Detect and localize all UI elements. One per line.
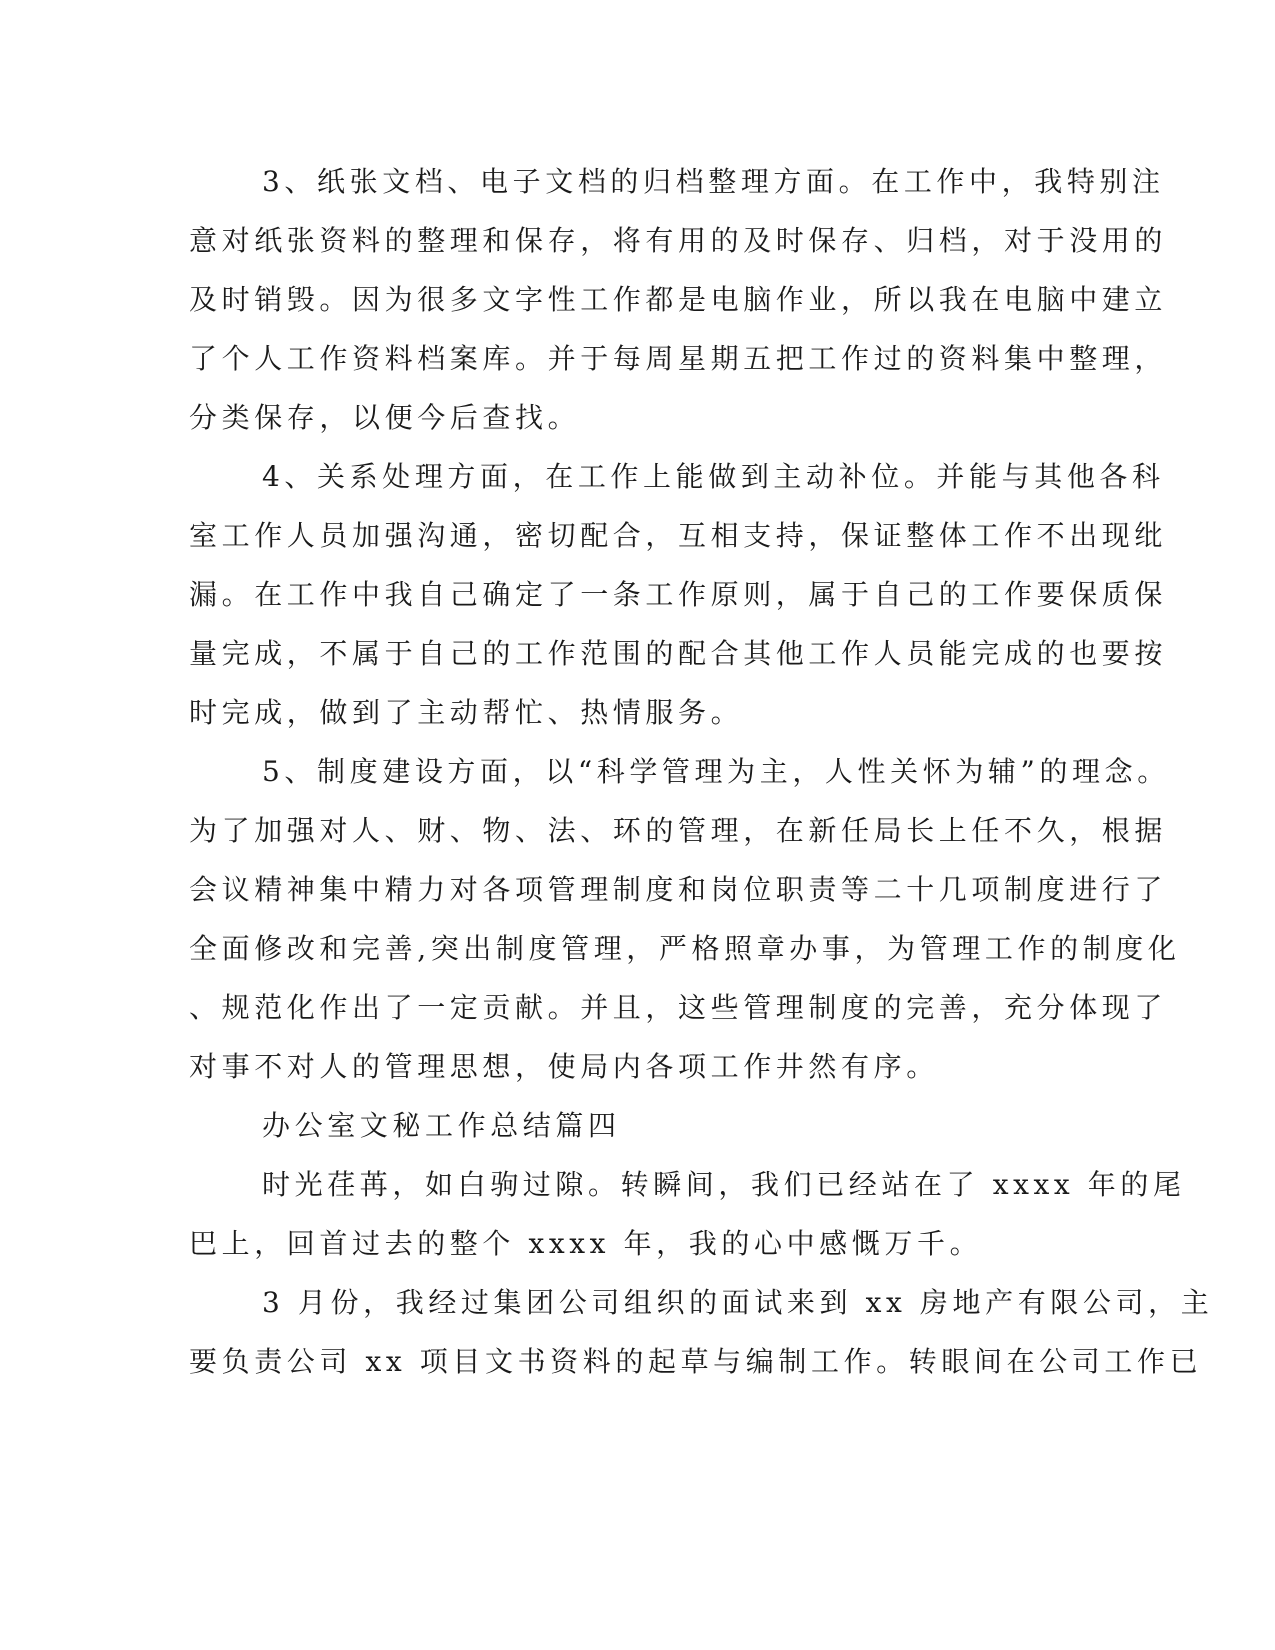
text-line: 室工作人员加强沟通，密切配合，互相支持，保证整体工作不出现纰 <box>189 519 1168 552</box>
text-line: 为了加强对人、财、物、法、环的管理，在新任局长上任不久，根据 <box>189 814 1168 847</box>
text-line: 、规范化作出了一定贡献。并且，这些管理制度的完善，充分体现了 <box>189 991 1168 1024</box>
text-line: 会议精神集中精力对各项管理制度和岗位职责等二十几项制度进行了 <box>189 873 1168 906</box>
section-heading: 办公室文秘工作总结篇四 <box>262 1109 621 1142</box>
text-line: 5、制度建设方面，以“科学管理为主，人性关怀为辅”的理念。 <box>262 755 1170 788</box>
text-line: 对事不对人的管理思想，使局内各项工作井然有序。 <box>189 1050 939 1083</box>
text-line: 及时销毁。因为很多文字性工作都是电脑作业，所以我在电脑中建立 <box>189 283 1168 316</box>
text-line: 4、关系处理方面，在工作上能做到主动补位。并能与其他各科 <box>262 460 1165 493</box>
text-line: 全面修改和完善,突出制度管理，严格照章办事，为管理工作的制度化 <box>189 932 1181 965</box>
text-line: 量完成，不属于自己的工作范围的配合其他工作人员能完成的也要按 <box>189 637 1168 670</box>
text-line: 巴上，回首过去的整个 xxxx 年，我的心中感慨万千。 <box>189 1227 983 1260</box>
text-line: 时光荏苒，如白驹过隙。转瞬间，我们已经站在了 xxxx 年的尾 <box>262 1168 1186 1201</box>
text-line: 要负责公司 xx 项目文书资料的起草与编制工作。转眼间在公司工作已 <box>189 1345 1203 1378</box>
text-line: 时完成，做到了主动帮忙、热情服务。 <box>189 696 744 729</box>
text-line: 了个人工作资料档案库。并于每周星期五把工作过的资料集中整理， <box>189 342 1168 375</box>
text-line: 3 月份，我经过集团公司组织的面试来到 xx 房地产有限公司，主 <box>262 1286 1214 1319</box>
text-line: 3、纸张文档、电子文档的归档整理方面。在工作中，我特别注 <box>262 165 1165 198</box>
text-line: 漏。在工作中我自己确定了一条工作原则，属于自己的工作要保质保 <box>189 578 1168 611</box>
text-line: 意对纸张资料的整理和保存，将有用的及时保存、归档，对于没用的 <box>189 224 1168 257</box>
text-line: 分类保存，以便今后查找。 <box>189 401 581 434</box>
